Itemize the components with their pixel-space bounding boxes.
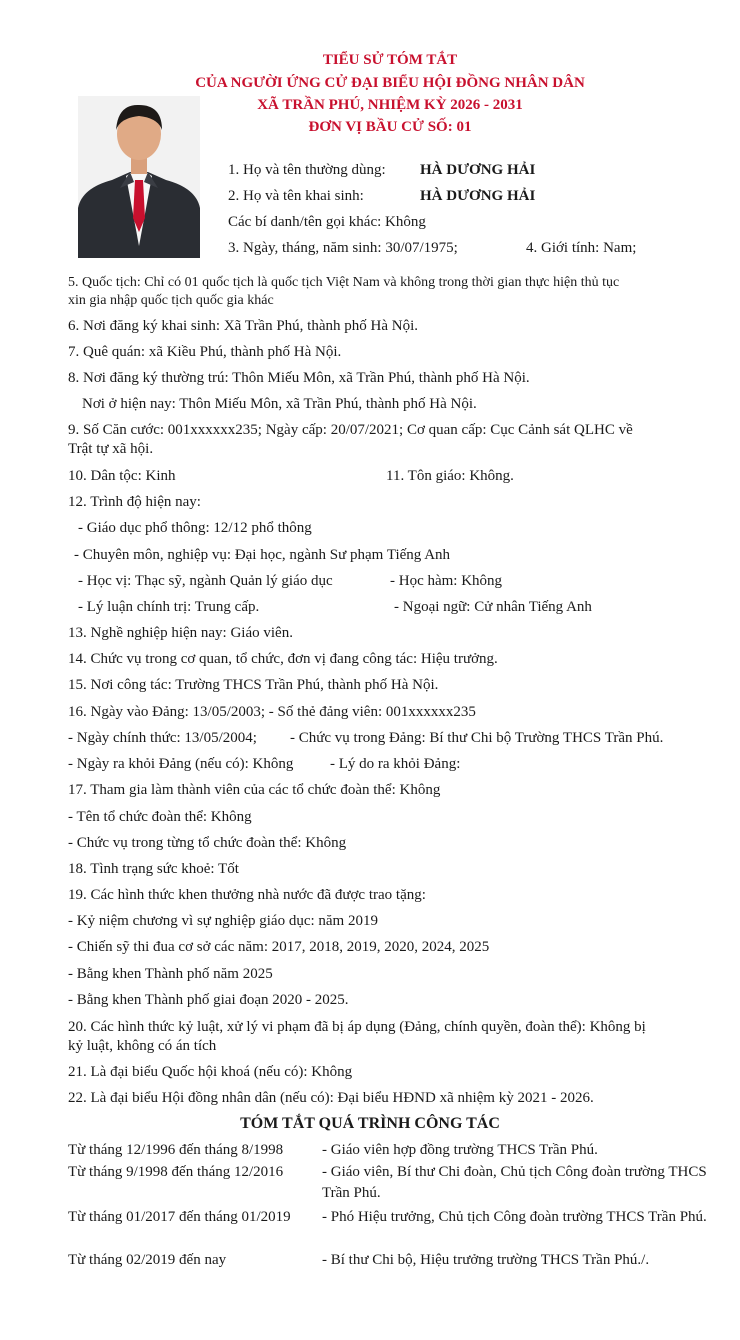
hometown-line: 7. Quê quán: xã Kiều Phú, thành phố Hà Nội. bbox=[68, 344, 342, 360]
political-theory-line: - Lý luận chính trị: Trung cấp. bbox=[78, 599, 260, 615]
document-subtitle: CỦA NGƯỜI ỨNG CỬ ĐẠI BIỂU HỘI ĐỒNG NHÂN DÂN bbox=[195, 75, 585, 91]
discipline-line-cont: kỷ luật, không có án tích bbox=[68, 1038, 217, 1054]
common-name-label: 1. Họ và tên thường dùng: bbox=[228, 162, 386, 178]
document-title: TIỂU SỬ TÓM TẮT bbox=[322, 52, 458, 68]
party-admission-line: 16. Ngày vào Đảng: 13/05/2003; - Số thẻ đảng viên: 001xxxxxx235 bbox=[68, 704, 476, 720]
work-period: Từ tháng 9/1998 đến tháng 12/2016 bbox=[68, 1164, 284, 1180]
permanent-residence-line: 8. Nơi đăng ký thường trú: Thôn Miếu Môn, xã Trần Phú, thành phố Hà Nội. bbox=[68, 370, 530, 386]
candidate-portrait-icon bbox=[78, 96, 200, 258]
award-line: - Kỷ niệm chương vì sự nghiệp giáo dục: năm 2019 bbox=[68, 913, 378, 929]
religion-line: 11. Tôn giáo: Không. bbox=[386, 468, 514, 484]
occupation-line: 13. Nghề nghiệp hiện nay: Giáo viên. bbox=[68, 625, 293, 641]
party-official-date-line: - Ngày chính thức: 13/05/2004; bbox=[68, 730, 257, 746]
academic-title-line: - Học hàm: Không bbox=[390, 573, 503, 589]
position-line: 14. Chức vụ trong cơ quan, tổ chức, đơn vị đang công tác: Hiệu trưởng. bbox=[68, 651, 498, 667]
award-line: - Bằng khen Thành phố giai đoạn 2020 - 2025. bbox=[68, 992, 349, 1008]
national-assembly-line: 21. Là đại biểu Quốc hội khoá (nếu có): Không bbox=[68, 1064, 353, 1080]
organization-position-line: - Chức vụ trong từng tổ chức đoàn thể: Không bbox=[68, 835, 347, 851]
aliases-line: Các bí danh/tên gọi khác: Không bbox=[228, 214, 426, 230]
work-period: Từ tháng 02/2019 đến nay bbox=[68, 1252, 227, 1268]
education-heading: 12. Trình độ hiện nay: bbox=[68, 494, 201, 510]
discipline-line: 20. Các hình thức kỷ luật, xử lý vi phạm đã bị áp dụng (Đảng, chính quyền, đoàn thể): Không bị bbox=[68, 1019, 646, 1035]
work-description: - Giáo viên hợp đồng trường THCS Trần Phú. bbox=[322, 1142, 598, 1158]
award-line: - Bằng khen Thành phố năm 2025 bbox=[68, 966, 273, 982]
gender-line: 4. Giới tính: Nam; bbox=[526, 240, 637, 256]
nationality-line: 5. Quốc tịch: Chỉ có 01 quốc tịch là quốc tịch Việt Nam và không trong thời gian thực hiện thủ tục bbox=[68, 275, 620, 290]
organization-name-line: - Tên tổ chức đoàn thể: Không bbox=[68, 809, 252, 825]
work-description: - Phó Hiệu trưởng, Chủ tịch Công đoàn trường THCS Trần Phú. bbox=[322, 1209, 707, 1225]
work-period: Từ tháng 12/1996 đến tháng 8/1998 bbox=[68, 1142, 284, 1158]
work-history-title: TÓM TẮT QUÁ TRÌNH CÔNG TÁC bbox=[240, 1115, 500, 1132]
general-education-line: - Giáo dục phổ thông: 12/12 phổ thông bbox=[78, 520, 312, 536]
ethnicity-line: 10. Dân tộc: Kinh bbox=[68, 468, 176, 484]
party-leave-reason-line: - Lý do ra khỏi Đảng: bbox=[330, 756, 461, 772]
common-name-value: HÀ DƯƠNG HẢI bbox=[420, 162, 536, 178]
nationality-line-cont: xin gia nhập quốc tịch quốc gia khác bbox=[68, 293, 274, 308]
party-position-line: - Chức vụ trong Đảng: Bí thư Chi bộ Trường THCS Trần Phú. bbox=[290, 730, 664, 746]
organizations-line: 17. Tham gia làm thành viên của các tổ chức đoàn thể: Không bbox=[68, 782, 441, 798]
date-of-birth-line: 3. Ngày, tháng, năm sinh: 30/07/1975; bbox=[228, 240, 458, 256]
academic-degree-line: - Học vị: Thạc sỹ, ngành Quản lý giáo dục bbox=[78, 573, 333, 589]
health-line: 18. Tình trạng sức khoẻ: Tốt bbox=[68, 861, 239, 877]
work-description: - Bí thư Chi bộ, Hiệu trưởng trường THCS Trần Phú./. bbox=[322, 1252, 650, 1268]
awards-heading: 19. Các hình thức khen thưởng nhà nước đã được trao tặng: bbox=[68, 887, 426, 903]
commune-term: XÃ TRẦN PHÚ, NHIỆM KỲ 2026 - 2031 bbox=[257, 97, 523, 113]
electoral-unit: ĐƠN VỊ BẦU CỬ SỐ: 01 bbox=[308, 119, 472, 135]
citizen-id-line-cont: Trật tự xã hội. bbox=[68, 441, 154, 457]
candidate-photo bbox=[78, 96, 200, 258]
work-description: - Giáo viên, Bí thư Chi đoàn, Chủ tịch Công đoàn trường THCS Trần Phú. bbox=[322, 1164, 707, 1201]
award-line: - Chiến sỹ thi đua cơ sở các năm: 2017, 2018, 2019, 2020, 2024, 2025 bbox=[68, 939, 490, 955]
party-leave-date-line: - Ngày ra khỏi Đảng (nếu có): Không bbox=[68, 756, 294, 772]
current-residence-line: Nơi ở hiện nay: Thôn Miếu Môn, xã Trần Phú, thành phố Hà Nội. bbox=[82, 396, 477, 412]
citizen-id-line: 9. Số Căn cước: 001xxxxxx235; Ngày cấp: 20/07/2021; Cơ quan cấp: Cục Cảnh sát QLHC về bbox=[68, 422, 633, 438]
workplace-line: 15. Nơi công tác: Trường THCS Trần Phú, thành phố Hà Nội. bbox=[68, 677, 439, 693]
foreign-language-line: - Ngoại ngữ: Cử nhân Tiếng Anh bbox=[394, 599, 592, 615]
birth-name-label: 2. Họ và tên khai sinh: bbox=[228, 188, 364, 204]
work-period: Từ tháng 01/2017 đến tháng 01/2019 bbox=[68, 1209, 291, 1225]
birth-registration-line: 6. Nơi đăng ký khai sinh: Xã Trần Phú, thành phố Hà Nội. bbox=[68, 318, 419, 334]
birth-name-value: HÀ DƯƠNG HẢI bbox=[420, 188, 536, 204]
professional-qualification-line: - Chuyên môn, nghiệp vụ: Đại học, ngành Sư phạm Tiếng Anh bbox=[74, 547, 451, 563]
peoples-council-line: 22. Là đại biểu Hội đồng nhân dân (nếu có): Đại biểu HĐND xã nhiệm kỳ 2021 - 2026. bbox=[68, 1090, 594, 1106]
